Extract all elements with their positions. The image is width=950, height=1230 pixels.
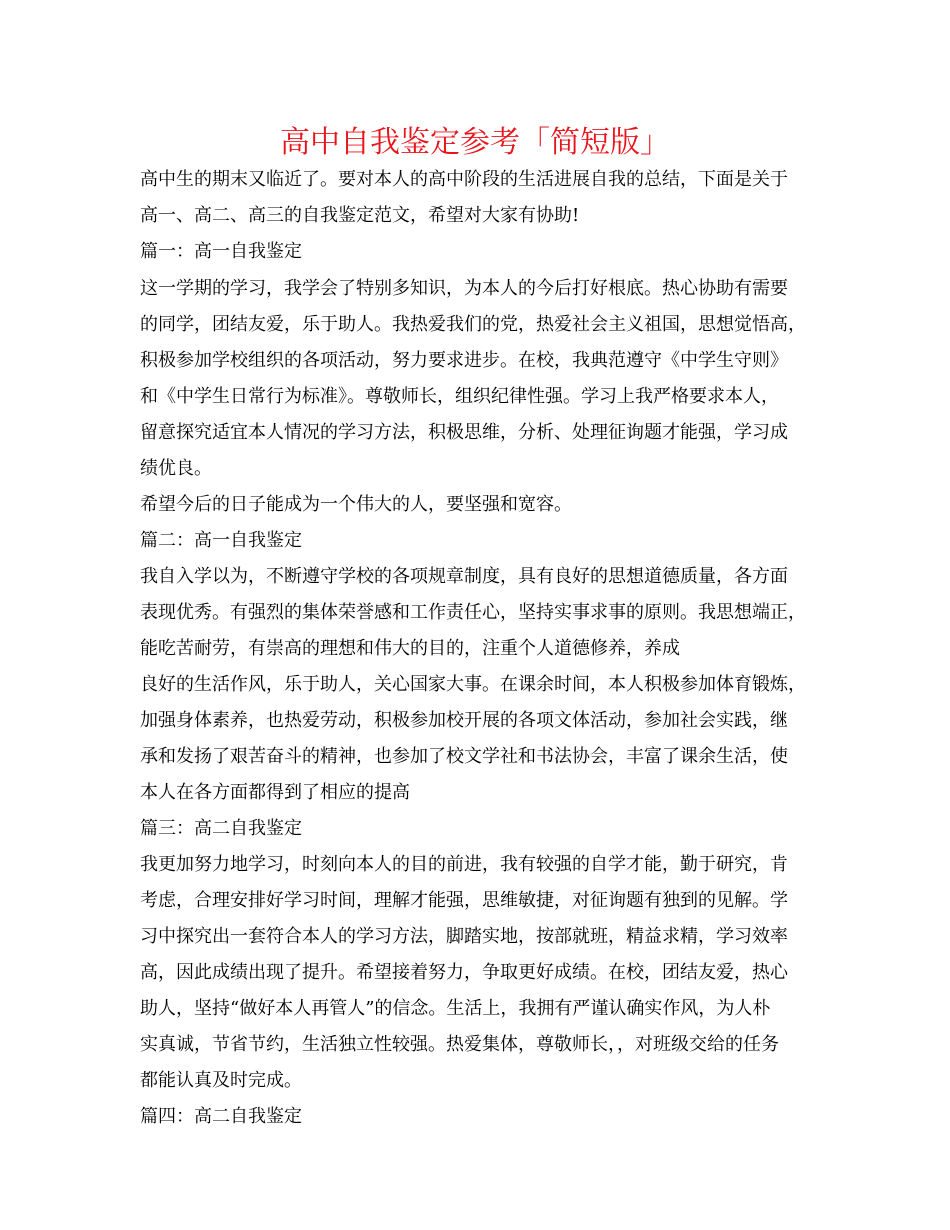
paragraph-line: 留意探究适宜本人情况的学习方法，积极思维，分析、处理征询题才能强，学习成	[140, 422, 788, 443]
paragraph-line: 良好的生活作风，乐于助人，关心国家大事。在课余时间，本人积极参加体育锻炼，	[140, 674, 806, 695]
paragraph-line: 希望今后的日子能成为一个伟大的人，要坚强和宽容。	[140, 494, 572, 515]
paragraph-line: 的同学，团结友爱，乐于助人。我热爱我们的党，热爱社会主义祖国，思想觉悟高，	[140, 314, 806, 335]
paragraph-line: 本人在各方面都得到了相应的提高	[140, 782, 410, 803]
paragraph-line: 能吃苦耐劳，有崇高的理想和伟大的目的，注重个人道德修养，养成	[140, 638, 680, 659]
section-heading: 篇一：高一自我鉴定	[140, 241, 302, 262]
paragraph-line: 承和发扬了艰苦奋斗的精神，也参加了校文学社和书法协会，丰富了课余生活，使	[140, 746, 788, 767]
section-heading: 篇四：高二自我鉴定	[140, 1106, 302, 1127]
paragraph-line: 这一学期的学习，我学会了特别多知识，为本人的今后打好根底。热心协助有需要	[140, 278, 788, 299]
section-heading: 篇三：高二自我鉴定	[140, 818, 302, 839]
paragraph-line: 积极参加学校组织的各项活动，努力要求进步。在校，我典范遵守《中学生守则》	[140, 350, 788, 371]
paragraph-line: 我更加努力地学习，时刻向本人的目的前进，我有较强的自学才能，勤于研究，肯	[140, 854, 788, 875]
paragraph-line: 加强身体素养，也热爱劳动，积极参加校开展的各项文体活动，参加社会实践，继	[140, 710, 788, 731]
paragraph-line: 和《中学生日常行为标准》。尊敬师长，组织纪律性强。学习上我严格要求本人，	[140, 386, 779, 407]
paragraph-line: 绩优良。	[140, 458, 212, 479]
paragraph-line: 助人，坚持“做好本人再管人”的信念。生活上，我拥有严谨认确实作风，为人朴	[140, 998, 771, 1019]
page-title: 高中自我鉴定参考「简短版」	[280, 125, 670, 160]
paragraph-line: 习中探究出一套符合本人的学习方法，脚踏实地，按部就班，精益求精，学习效率	[140, 926, 788, 947]
section-heading: 篇二：高一自我鉴定	[140, 530, 302, 551]
paragraph-line: 高中生的期末又临近了。要对本人的高中阶段的生活进展自我的总结，下面是关于	[140, 169, 788, 190]
paragraph-line: 表现优秀。有强烈的集体荣誉感和工作责任心，坚持实事求事的原则。我思想端正，	[140, 602, 806, 623]
paragraph-line: 高一、高二、高三的自我鉴定范文，希望对大家有协助!	[140, 205, 580, 226]
paragraph-line: 我自入学以为，不断遵守学校的各项规章制度，具有良好的思想道德质量，各方面	[140, 566, 788, 587]
paragraph-line: 都能认真及时完成。	[140, 1070, 302, 1091]
paragraph-line: 高，因此成绩出现了提升。希望接着努力，争取更好成绩。在校，团结友爱，热心	[140, 962, 788, 983]
paragraph-line: 实真诚，节省节约，生活独立性较强。热爱集体，尊敬师长，，对班级交给的任务	[140, 1034, 779, 1055]
paragraph-line: 考虑，合理安排好学习时间，理解才能强，思维敏捷，对征询题有独到的见解。学	[140, 890, 788, 911]
